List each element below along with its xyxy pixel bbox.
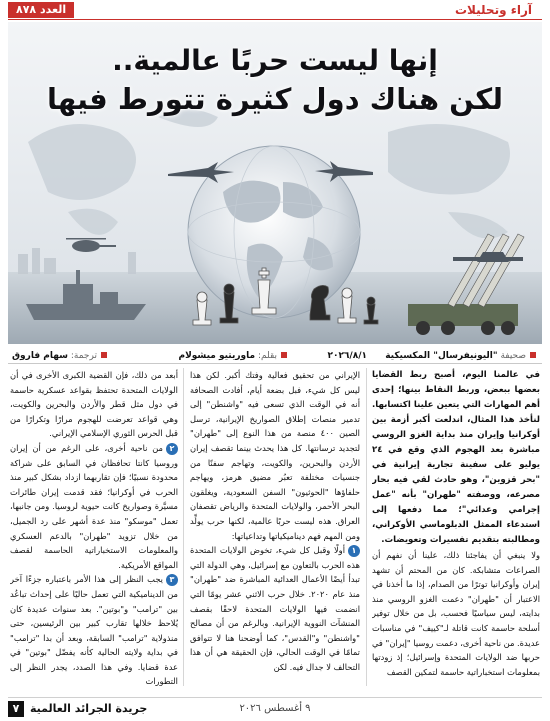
translator-name: سهام فاروق [12,351,68,361]
square-bullet-icon [101,352,107,358]
lead-paragraph: في عالمنا اليوم، أصبح ربط القضايا بعضها ببعض، وربط النقاط بينها؛ إحدى أهم المهارات التي يتعين علينا اكتسابها. لنأخذ هذا المثال، اندلعت أكبر أزمة بين أوكرانيا وإيران منذ بداية الغزو الروسي مباشرة بعد الهجوم الذي وقع في ٢٤ يوليو على سفينة تجارية إيرانية في "بحر قزوين"، وهو حادث لقي فيه بحار مصرعه، ووصفته "طهران" بأنه "عمل إجرامي وعدائي"؛ مما دفعها إلى استدعاء الممثل الدبلوماسي الأوكراني، ومطالبته بتقديم تفسيرات وتعويضات. [372,370,540,545]
paragraph: أبعد من ذلك، فإن القضية الكبرى الأخرى في أن الولايات المتحدة تحتفظ بقواعد عسكرية حاسمة في دول مثل قطر والأردن والبحرين والكويت، وهي قواعد تعرضت للهجوم مرارًا وتكرارًا من قبل الحرس الثوري الإسلامي الإيراني. [10,370,178,439]
author-name: ماوريتيو ميشولام [178,351,256,361]
paragraph: من ناحية أخرى، على الرغم من أن إيران وروسيا كانتا تحافظان في السابق على شراكة محدودة نسبيًا؛ فإن تقاربهما ازداد بشكل كبير منذ الحرب في أوكرانيا؛ فقد قدمت إيران طائرات مسيَّرة وصواريخ كانت حيوية لروسيا. ومن جانبها، تعمل "موسكو" منذ عدة أشهر على رد الجميل، من خلال تزويد "طهران" بالدعم العسكري والمعلومات الاستخباراتية الحاسمة لقصف المواقع الأمريكية. [10,442,178,570]
headline-line-2: لكن هناك دول كثيرة تتورط فيها [46,82,504,116]
paragraph: ولا ينبغي أن يفاجئنا ذلك، علينا أن نفهم أن الصراعات متشابكة. كان من المحتم أن تشهد إيران وأوكرانيا توترًا من الصدام، إذا ما أخذنا في الاعتبار أن "طهران" دعمت الغزو الروسي منذ بدايته، ليس سياسيًا فحسب، بل من خلال توفير أسلحة حاسمة كانت قاتلة لـ"كييف" في مناسبات عديدة. من ناحية أخرى، دعمت روسيا "إيران" في حربها ضد الولايات المتحدة وإسرائيل؛ إذ زودتها بمعلومات استخباراتية حاسمة لتمكين القصف [372,550,540,677]
page-number: ٧ [8,701,24,717]
page-footer [8,697,542,717]
column-divider [366,368,367,686]
translator-label: ترجمة: [70,351,97,361]
bylines-row [8,348,542,364]
paragraph: أولًا وقبل كل شيء، تخوض الولايات المتحدة هذه الحرب بالتعاون مع إسرائيل، وهي الدولة التي تبدأ أيضًا الأعمال العدائية المباشرة ضد "طهران" منذ عام ٢٠٢٠. خلال حرب الاثني عشر يومًا التي انضمت فيها الولايات المتحدة لاحقًا بقصف المنشآت النووية الإيرانية. وبالرغم من أن مصالح "واشنطن" و"القدس"، كما أوضحنا هنا لا تتوافق تمامًا في الوقت الحالي، فإن الحقيقة هي أن هذا التحالف لا جدال فيه. لكن [190,545,360,672]
point-number-3-icon: ٣ [166,574,178,586]
newspaper-name: جريدة الجرائد العالمية [30,702,148,715]
source-name: "اليونيفرسال" المكسيكية [385,351,498,361]
page-header [0,0,550,20]
headline-line-1: إنها ليست حربًا عالمية.. [112,44,438,77]
square-bullet-icon [530,352,536,358]
author-credit [178,348,287,364]
article-column-2 [190,368,360,686]
article-column-1 [372,368,540,686]
article-column-3 [10,368,178,686]
issue-number: العدد ٨٧٨ [8,2,74,18]
section-title: آراء وتحليلات [454,3,532,17]
point-number-1-icon: ١ [348,545,360,557]
footer-date: ٩ أغسطس ٢٠٢٦ [239,703,311,714]
square-bullet-icon [281,352,287,358]
publication-date [327,348,367,364]
column-divider [183,368,184,686]
source-credit [385,348,536,364]
author-label: بقلم: [257,351,277,361]
date-value: ٢٠٢٦/٨/١ [327,351,367,361]
point-number-2-icon: ٢ [166,443,178,455]
source-label: صحيفة [500,351,526,361]
header-rule [8,19,542,20]
translator-credit [12,348,107,364]
hero-illustration [8,22,542,344]
paragraph: يجب النظر إلى هذا الأمر باعتباره جزءًا آخر من الديناميكية التي تعمل حاليًا على إحداث تباعُد بين "ترامب" و"بوتين". بعد سنوات عديدة كان يُلاحظ خلالها تقارب كبير بين الرئيسين، حتى منذولاية "ترامب" السابقة، وبعد أن بدا "ترامب" في بداية ولايته الحالية كأنه يفضّل "بوتين" في عدة قضايا. وفي هذا الصدد، يجدر النظر إلى التطورات [10,574,178,686]
paragraph: الإيراني من تحقيق فعالية وفتك أكبر. لكن هذا ليس كل شيء، فبل بضعة أيام، أفادت الصحافة أنه في الوقت الذي تسعى فيه "واشنطن" إلى تدمير منصات إطلاق الصواريخ الإيرانية، ترسل الصين ٤٠٠ منصة من هذا النوع إلى "طهران" لتجديد ترسانتها. كل هذا يحدث بينما تقصف إيران الأردن والبحرين، والكويت، وتهاجم سفنًا من جنسيات مختلفة تعبُر مضيق هرمز، ويهاجم حلفاؤها "الحوثيون" السفن السعودية، ويغلقون البحر الأحمر، والولايات المتحدة والرياض تقصفان العراق. هذه ليست حربًا عالمية، لكنها حرب يولِّد ومن المهم فهم ديناميكياتها وتداعياتها: [190,370,360,541]
